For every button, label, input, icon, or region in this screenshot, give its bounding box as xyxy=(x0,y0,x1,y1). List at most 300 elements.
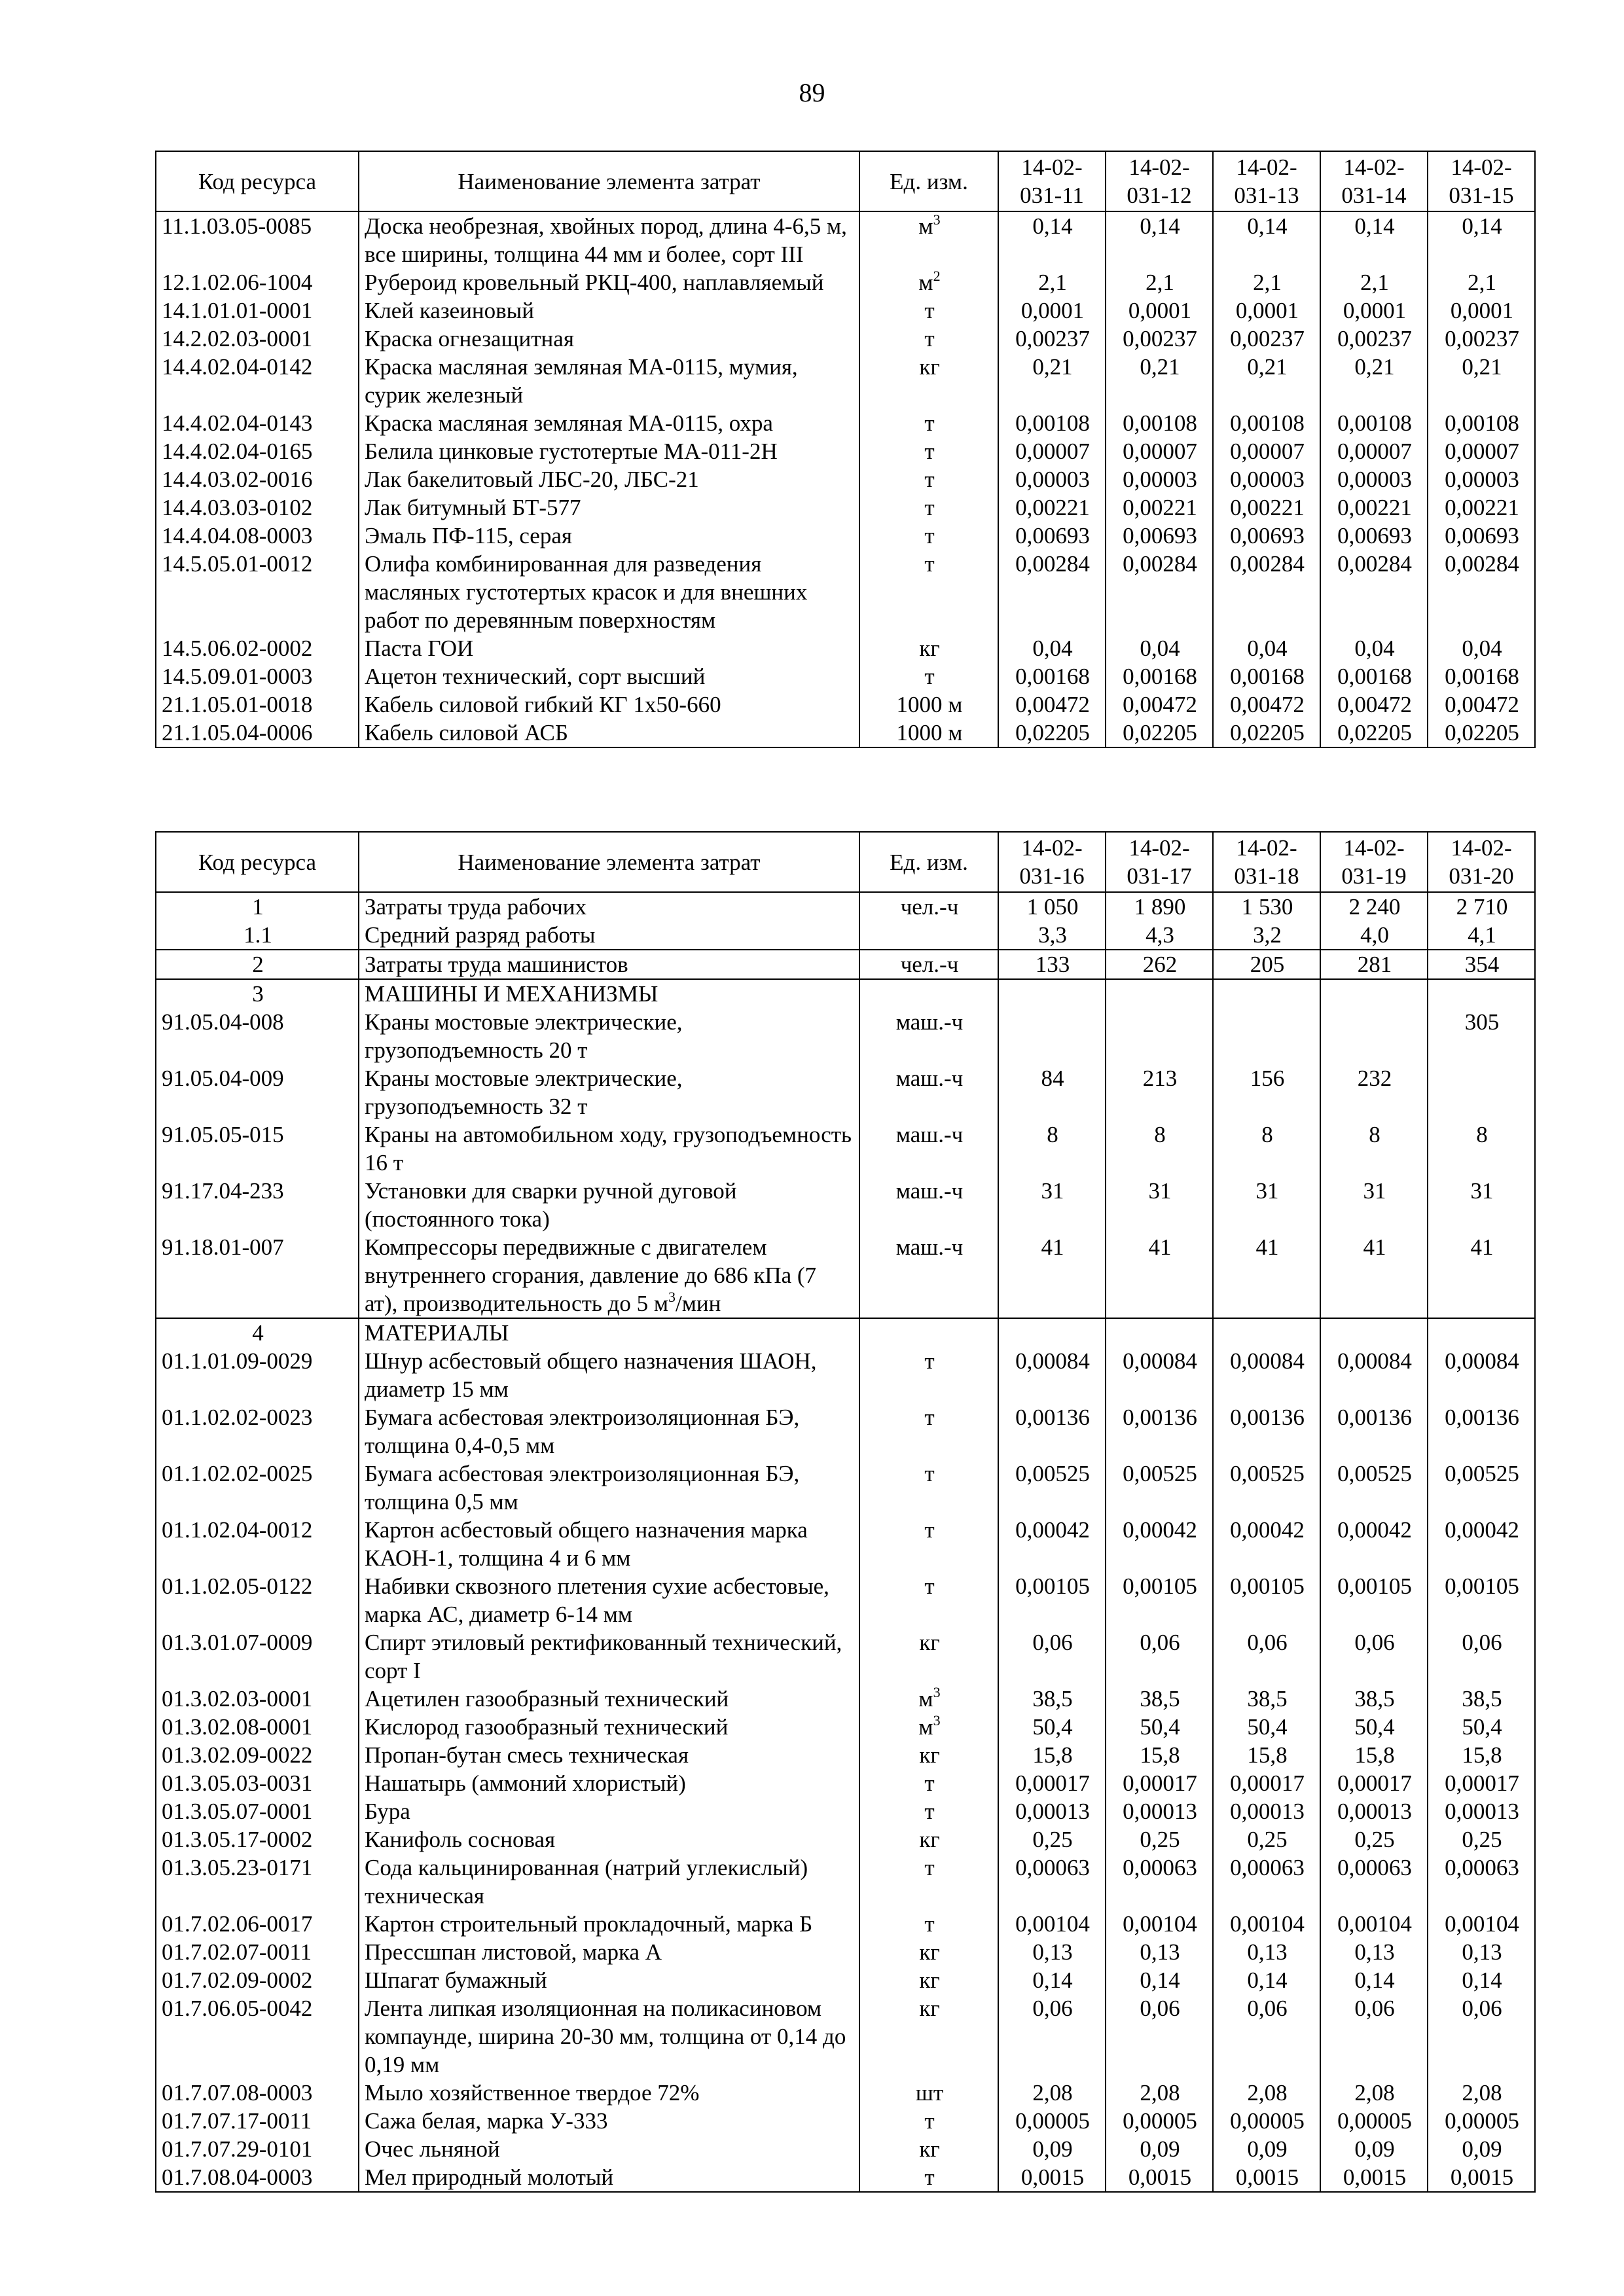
header-norm-code: 14-02-031-16 xyxy=(998,832,1106,892)
norm-value: 232 xyxy=(1320,1064,1428,1121)
norm-value: 15,8 xyxy=(1106,1741,1213,1769)
cost-element-name: МАШИНЫ И МЕХАНИЗМЫ xyxy=(359,979,859,1008)
resource-code: 01.7.07.29-0101 xyxy=(156,2135,359,2163)
norm-value: 0,0001 xyxy=(1320,296,1428,325)
norm-value: 0,06 xyxy=(1428,1628,1535,1685)
table-row xyxy=(156,1403,1535,1460)
norm-value: 0,00003 xyxy=(1320,465,1428,493)
norm-value: 0,00017 xyxy=(1213,1769,1320,1797)
table-row xyxy=(156,1572,1535,1628)
resource-code: 91.05.04-008 xyxy=(156,1008,359,1064)
unit-of-measure xyxy=(859,979,998,1008)
norm-value: 0,09 xyxy=(1106,2135,1213,2163)
norm-value: 0,00084 xyxy=(1213,1347,1320,1403)
norm-value: 0,00108 xyxy=(1213,409,1320,437)
norm-value: 0,00104 xyxy=(1106,1910,1213,1938)
resource-code: 14.5.06.02-0002 xyxy=(156,634,359,662)
table-row xyxy=(156,1177,1535,1233)
unit-of-measure: кг xyxy=(859,1628,998,1685)
norm-value: 0,00084 xyxy=(1428,1347,1535,1403)
norm-value: 0,00237 xyxy=(998,325,1106,353)
cost-element-name: Шпагат бумажный xyxy=(359,1966,859,1994)
cost-element-name: Краны мостовые электрические, грузоподъемность 32 т xyxy=(359,1064,859,1121)
unit-of-measure: кг xyxy=(859,2135,998,2163)
norm-value: 0,00005 xyxy=(998,2107,1106,2135)
cost-element-name: Очес льняной xyxy=(359,2135,859,2163)
resource-code: 01.1.02.02-0025 xyxy=(156,1460,359,1516)
cost-element-name: Рубероид кровельный РКЦ-400, наплавляемый xyxy=(359,268,859,296)
unit-of-measure: кг xyxy=(859,1966,998,1994)
norm-value xyxy=(1213,1318,1320,1347)
norm-value: 1 050 xyxy=(998,892,1106,921)
resource-code: 91.05.05-015 xyxy=(156,1121,359,1177)
norm-value: 41 xyxy=(1106,1233,1213,1318)
norm-value: 0,00005 xyxy=(1213,2107,1320,2135)
norm-value: 0,00013 xyxy=(1428,1797,1535,1825)
norm-value xyxy=(1213,1008,1320,1064)
norm-value: 31 xyxy=(1106,1177,1213,1233)
unit-of-measure: т xyxy=(859,1572,998,1628)
resource-code: 01.1.02.04-0012 xyxy=(156,1516,359,1572)
header-norm-code: 14-02-031-14 xyxy=(1320,151,1428,211)
table-row xyxy=(156,465,1535,493)
norm-value: 0,00525 xyxy=(1106,1460,1213,1516)
norm-value: 0,00105 xyxy=(1106,1572,1213,1628)
norm-value: 0,14 xyxy=(1106,1966,1213,1994)
resource-code: 01.1.01.09-0029 xyxy=(156,1347,359,1403)
resource-code: 01.3.02.09-0022 xyxy=(156,1741,359,1769)
resource-code: 14.4.03.03-0102 xyxy=(156,493,359,522)
cost-element-name: Сода кальцинированная (натрий углекислый) техническая xyxy=(359,1854,859,1910)
norm-value xyxy=(998,1008,1106,1064)
norm-value: 0,00168 xyxy=(1106,662,1213,691)
resource-code: 01.7.02.09-0002 xyxy=(156,1966,359,1994)
resource-code: 01.1.02.02-0023 xyxy=(156,1403,359,1460)
norm-value: 0,00237 xyxy=(1213,325,1320,353)
norm-value: 0,02205 xyxy=(1213,719,1320,747)
resource-code: 01.3.05.07-0001 xyxy=(156,1797,359,1825)
cost-element-name: Средний разряд работы xyxy=(359,921,859,950)
norm-value: 2,08 xyxy=(1320,2079,1428,2107)
resource-code: 91.17.04-233 xyxy=(156,1177,359,1233)
norm-value: 0,0015 xyxy=(1428,2163,1535,2192)
header-resource-code: Код ресурса xyxy=(156,151,359,211)
norm-value: 0,00221 xyxy=(1106,493,1213,522)
norm-value: 0,00472 xyxy=(1320,691,1428,719)
norm-value: 0,00084 xyxy=(998,1347,1106,1403)
norm-value: 0,00221 xyxy=(1428,493,1535,522)
table-row xyxy=(156,437,1535,465)
norm-value: 1 890 xyxy=(1106,892,1213,921)
resource-code: 14.4.02.04-0143 xyxy=(156,409,359,437)
table-row xyxy=(156,1994,1535,2079)
resource-code: 91.05.04-009 xyxy=(156,1064,359,1121)
norm-value: 50,4 xyxy=(1213,1713,1320,1741)
norm-value: 0,09 xyxy=(1428,2135,1535,2163)
unit-of-measure: $м^3$ xyxy=(859,1713,998,1741)
unit-of-measure: т xyxy=(859,1769,998,1797)
unit-of-measure: маш.-ч xyxy=(859,1064,998,1121)
norm-value: 213 xyxy=(1106,1064,1213,1121)
unit-of-measure: т xyxy=(859,1516,998,1572)
norm-value: 0,02205 xyxy=(998,719,1106,747)
norm-value: 8 xyxy=(1106,1121,1213,1177)
resource-code: 01.3.01.07-0009 xyxy=(156,1628,359,1685)
norm-value: 0,00284 xyxy=(1428,550,1535,634)
resource-code: 12.1.02.06-1004 xyxy=(156,268,359,296)
resource-code: 2 xyxy=(156,950,359,979)
unit-of-measure: т xyxy=(859,1797,998,1825)
table-row xyxy=(156,892,1535,921)
norm-value: 0,04 xyxy=(998,634,1106,662)
norm-value: 31 xyxy=(1320,1177,1428,1233)
norm-value: 8 xyxy=(1213,1121,1320,1177)
resource-code: 21.1.05.04-0006 xyxy=(156,719,359,747)
norm-value: 0,14 xyxy=(1320,1966,1428,1994)
norm-value xyxy=(1320,1318,1428,1347)
unit-of-measure: т xyxy=(859,550,998,634)
table-row xyxy=(156,1121,1535,1177)
norm-value xyxy=(998,979,1106,1008)
norm-value: 0,00108 xyxy=(998,409,1106,437)
resource-code: 01.7.08.04-0003 xyxy=(156,2163,359,2192)
norm-value: 0,00168 xyxy=(1428,662,1535,691)
norm-value: 0,00104 xyxy=(998,1910,1106,1938)
cost-element-name: Лента липкая изоляционная на поликасиновом компаунде, ширина 20-30 мм, толщина от 0,14 до 0,19 мм xyxy=(359,1994,859,2079)
table-row xyxy=(156,522,1535,550)
norm-value: 0,06 xyxy=(1213,1628,1320,1685)
norm-value: 0,14 xyxy=(998,1966,1106,1994)
norm-value: 0,06 xyxy=(1320,1994,1428,2079)
table-row xyxy=(156,2135,1535,2163)
norm-value: 0,25 xyxy=(1106,1825,1213,1854)
norm-value: 4,1 xyxy=(1428,921,1535,950)
header-resource-code: Код ресурса xyxy=(156,832,359,892)
norm-value: 0,00003 xyxy=(1213,465,1320,493)
norm-value: 50,4 xyxy=(998,1713,1106,1741)
norm-value: 2 710 xyxy=(1428,892,1535,921)
table-row xyxy=(156,719,1535,747)
norm-value: 0,00136 xyxy=(1213,1403,1320,1460)
norm-value: 0,00007 xyxy=(1106,437,1213,465)
norm-value: 0,00042 xyxy=(1320,1516,1428,1572)
resource-code: 01.3.05.23-0171 xyxy=(156,1854,359,1910)
norm-value: 0,00013 xyxy=(1106,1797,1213,1825)
resource-code: 3 xyxy=(156,979,359,1008)
norm-value: 0,21 xyxy=(998,353,1106,409)
header-norm-code: 14-02-031-15 xyxy=(1428,151,1535,211)
unit-of-measure: т xyxy=(859,662,998,691)
norm-value: 0,21 xyxy=(1428,353,1535,409)
norm-value: 305 xyxy=(1428,1008,1535,1064)
unit-of-measure: т xyxy=(859,437,998,465)
table-row xyxy=(156,1685,1535,1713)
header-unit: Ед. изм. xyxy=(859,832,998,892)
norm-value: 0,00013 xyxy=(1320,1797,1428,1825)
unit-of-measure: т xyxy=(859,1854,998,1910)
norm-value: 0,14 xyxy=(998,211,1106,268)
norm-value: 0,13 xyxy=(1213,1938,1320,1966)
norm-value xyxy=(1213,979,1320,1008)
table-row xyxy=(156,1713,1535,1741)
norm-value: 0,00108 xyxy=(1320,409,1428,437)
norm-value: 0,00104 xyxy=(1213,1910,1320,1938)
resource-code: 01.7.07.17-0011 xyxy=(156,2107,359,2135)
cost-element-name: Ацетон технический, сорт высший xyxy=(359,662,859,691)
norm-value: 0,04 xyxy=(1320,634,1428,662)
norm-value: 0,00525 xyxy=(998,1460,1106,1516)
norm-value: 205 xyxy=(1213,950,1320,979)
norm-value: 0,00136 xyxy=(998,1403,1106,1460)
norm-value: 0,00525 xyxy=(1428,1460,1535,1516)
norm-value: 0,00284 xyxy=(1320,550,1428,634)
cost-element-name: Олифа комбинированная для разведения масляных густотертых красок и для внешних работ по деревянным поверхностям xyxy=(359,550,859,634)
resource-code: 14.1.01.01-0001 xyxy=(156,296,359,325)
table-row xyxy=(156,1966,1535,1994)
norm-value: 0,00084 xyxy=(1320,1347,1428,1403)
norm-value: 0,00693 xyxy=(1106,522,1213,550)
cost-element-name: Краны мостовые электрические, грузоподъемность 20 т xyxy=(359,1008,859,1064)
norm-value: 4,3 xyxy=(1106,921,1213,950)
norm-value: 3,2 xyxy=(1213,921,1320,950)
table-row xyxy=(156,1233,1535,1318)
table-body xyxy=(156,211,1535,747)
resource-code: 21.1.05.01-0018 xyxy=(156,691,359,719)
cost-element-name: Лак битумный БТ-577 xyxy=(359,493,859,522)
norm-value: 0,00003 xyxy=(1428,465,1535,493)
norm-value: 0,14 xyxy=(1428,1966,1535,1994)
norm-value: 0,00168 xyxy=(1320,662,1428,691)
norm-value: 50,4 xyxy=(1428,1713,1535,1741)
norm-value: 0,0001 xyxy=(1106,296,1213,325)
norm-value: 0,04 xyxy=(1213,634,1320,662)
norm-value: 0,06 xyxy=(998,1994,1106,2079)
norm-value: 0,00007 xyxy=(1428,437,1535,465)
norm-value: 50,4 xyxy=(1106,1713,1213,1741)
resource-table-031-11-to-15 xyxy=(155,151,1536,748)
norm-value: 0,00105 xyxy=(1320,1572,1428,1628)
table-row xyxy=(156,1628,1535,1685)
norm-value xyxy=(1428,1064,1535,1121)
unit-of-measure: $м^3$ xyxy=(859,211,998,268)
resource-code: 1.1 xyxy=(156,921,359,950)
cost-element-name: Кабель силовой гибкий КГ 1х50-660 xyxy=(359,691,859,719)
norm-value: 2,08 xyxy=(1106,2079,1213,2107)
unit-of-measure: кг xyxy=(859,1994,998,2079)
norm-value: 0,04 xyxy=(1106,634,1213,662)
table-row xyxy=(156,1741,1535,1769)
norm-value: 38,5 xyxy=(1320,1685,1428,1713)
norm-value: 50,4 xyxy=(1320,1713,1428,1741)
norm-value xyxy=(1106,1008,1213,1064)
norm-value: 2,1 xyxy=(1428,268,1535,296)
norm-value: 8 xyxy=(998,1121,1106,1177)
table-row xyxy=(156,1460,1535,1516)
norm-value: 0,00693 xyxy=(998,522,1106,550)
cost-element-name: Набивки сквозного плетения сухие асбестовые, марка АС, диаметр 6-14 мм xyxy=(359,1572,859,1628)
unit-of-measure: т xyxy=(859,522,998,550)
norm-value: 0,0001 xyxy=(1428,296,1535,325)
table-row xyxy=(156,1064,1535,1121)
norm-value: 0,06 xyxy=(1428,1994,1535,2079)
norm-value: 0,14 xyxy=(1106,211,1213,268)
cost-element-name: Краны на автомобильном ходу, грузоподъемность 16 т xyxy=(359,1121,859,1177)
norm-value: 0,00237 xyxy=(1106,325,1213,353)
table-row xyxy=(156,325,1535,353)
norm-value: 0,00007 xyxy=(1320,437,1428,465)
norm-value: 15,8 xyxy=(1320,1741,1428,1769)
table-row xyxy=(156,1825,1535,1854)
table-row xyxy=(156,211,1535,268)
norm-value: 0,00003 xyxy=(998,465,1106,493)
norm-value: 0,00108 xyxy=(1428,409,1535,437)
table-row xyxy=(156,550,1535,634)
norm-value: 0,00005 xyxy=(1428,2107,1535,2135)
norm-value: 0,0015 xyxy=(1320,2163,1428,2192)
norm-value: 0,00007 xyxy=(998,437,1106,465)
unit-of-measure: $м^3$ xyxy=(859,1685,998,1713)
norm-value xyxy=(1320,979,1428,1008)
norm-value: 8 xyxy=(1428,1121,1535,1177)
norm-value: 0,00105 xyxy=(1213,1572,1320,1628)
resource-code: 01.3.02.03-0001 xyxy=(156,1685,359,1713)
norm-value: 0,00105 xyxy=(1428,1572,1535,1628)
norm-value: 0,14 xyxy=(1213,211,1320,268)
table-row xyxy=(156,662,1535,691)
unit-of-measure: т xyxy=(859,409,998,437)
cost-element-name: Краска масляная земляная МА-0115, охра xyxy=(359,409,859,437)
norm-value: 0,09 xyxy=(1213,2135,1320,2163)
norm-value: 0,00284 xyxy=(998,550,1106,634)
resource-code: 11.1.03.05-0085 xyxy=(156,211,359,268)
norm-value: 156 xyxy=(1213,1064,1320,1121)
norm-value: 0,00472 xyxy=(1428,691,1535,719)
norm-value: 0,00063 xyxy=(1320,1854,1428,1910)
norm-value xyxy=(1320,1008,1428,1064)
resource-code: 01.3.02.08-0001 xyxy=(156,1713,359,1741)
norm-value: 0,00168 xyxy=(1213,662,1320,691)
cost-element-name: Канифоль сосновая xyxy=(359,1825,859,1854)
header-norm-code: 14-02-031-11 xyxy=(998,151,1106,211)
norm-value: 38,5 xyxy=(1106,1685,1213,1713)
norm-value: 0,00136 xyxy=(1320,1403,1428,1460)
resource-code: 4 xyxy=(156,1318,359,1347)
norm-value xyxy=(1428,1318,1535,1347)
table-body xyxy=(156,892,1535,2192)
unit-of-measure: т xyxy=(859,2163,998,2192)
unit-of-measure: т xyxy=(859,325,998,353)
norm-value xyxy=(1106,979,1213,1008)
norm-value: 41 xyxy=(1428,1233,1535,1318)
norm-value: 0,00017 xyxy=(1320,1769,1428,1797)
unit-of-measure: 1000 м xyxy=(859,691,998,719)
norm-value: 2 240 xyxy=(1320,892,1428,921)
norm-value: 0,25 xyxy=(1320,1825,1428,1854)
header-norm-code: 14-02-031-19 xyxy=(1320,832,1428,892)
unit-of-measure: кг xyxy=(859,1741,998,1769)
cost-element-name: Кислород газообразный технический xyxy=(359,1713,859,1741)
norm-value xyxy=(1428,979,1535,1008)
cost-element-name: Затраты труда машинистов xyxy=(359,950,859,979)
cost-element-name: Эмаль ПФ-115, серая xyxy=(359,522,859,550)
norm-value: 0,00005 xyxy=(1320,2107,1428,2135)
norm-value: 41 xyxy=(1320,1233,1428,1318)
norm-value: 0,09 xyxy=(1320,2135,1428,2163)
unit-of-measure: т xyxy=(859,1403,998,1460)
norm-value: 0,0015 xyxy=(1213,2163,1320,2192)
norm-value: 2,08 xyxy=(1213,2079,1320,2107)
norm-value: 2,08 xyxy=(1428,2079,1535,2107)
resource-code: 01.7.06.05-0042 xyxy=(156,1994,359,2079)
table-row xyxy=(156,1008,1535,1064)
norm-value: 0,14 xyxy=(1428,211,1535,268)
resource-code: 14.5.05.01-0012 xyxy=(156,550,359,634)
norm-value: 0,02205 xyxy=(1320,719,1428,747)
unit-of-measure: 1000 м xyxy=(859,719,998,747)
cost-element-name: Бумага асбестовая электроизоляционная БЭ, толщина 0,4-0,5 мм xyxy=(359,1403,859,1460)
norm-value: 0,0015 xyxy=(998,2163,1106,2192)
cost-element-name: Паста ГОИ xyxy=(359,634,859,662)
norm-value: 31 xyxy=(1428,1177,1535,1233)
table-row xyxy=(156,1318,1535,1347)
header-norm-code: 14-02-031-12 xyxy=(1106,151,1213,211)
norm-value: 0,21 xyxy=(1213,353,1320,409)
norm-value: 0,00017 xyxy=(998,1769,1106,1797)
norm-value: 0,04 xyxy=(1428,634,1535,662)
unit-of-measure: маш.-ч xyxy=(859,1121,998,1177)
table-row xyxy=(156,493,1535,522)
norm-value: 41 xyxy=(1213,1233,1320,1318)
resource-code: 14.4.02.04-0165 xyxy=(156,437,359,465)
norm-value: 0,02205 xyxy=(1428,719,1535,747)
norm-value: 0,00237 xyxy=(1320,325,1428,353)
unit-of-measure: $м^2$ xyxy=(859,268,998,296)
norm-value: 0,06 xyxy=(1213,1994,1320,2079)
norm-value: 0,00063 xyxy=(1213,1854,1320,1910)
cost-element-name: Картон асбестовый общего назначения марка КАОН-1, толщина 4 и 6 мм xyxy=(359,1516,859,1572)
norm-value: 0,00108 xyxy=(1106,409,1213,437)
norm-value: 0,0015 xyxy=(1106,2163,1213,2192)
cost-element-name: Установки для сварки ручной дуговой (постоянного тока) xyxy=(359,1177,859,1233)
norm-value: 0,14 xyxy=(1213,1966,1320,1994)
norm-value: 0,00104 xyxy=(1320,1910,1428,1938)
resource-code: 14.4.02.04-0142 xyxy=(156,353,359,409)
unit-of-measure: маш.-ч xyxy=(859,1008,998,1064)
norm-value: 354 xyxy=(1428,950,1535,979)
norm-value: 0,21 xyxy=(1320,353,1428,409)
unit-of-measure: т xyxy=(859,1910,998,1938)
cost-element-name: Затраты труда рабочих xyxy=(359,892,859,921)
table-row xyxy=(156,634,1535,662)
cost-element-name: Мыло хозяйственное твердое 72% xyxy=(359,2079,859,2107)
cost-element-name: Прессшпан листовой, марка А xyxy=(359,1938,859,1966)
cost-element-name: Краска огнезащитная xyxy=(359,325,859,353)
norm-value: 0,13 xyxy=(998,1938,1106,1966)
table-row xyxy=(156,1938,1535,1966)
table-row xyxy=(156,2163,1535,2192)
cost-element-name: Клей казеиновый xyxy=(359,296,859,325)
norm-value: 38,5 xyxy=(1428,1685,1535,1713)
header-norm-code: 14-02-031-17 xyxy=(1106,832,1213,892)
norm-value: 281 xyxy=(1320,950,1428,979)
unit-of-measure: т xyxy=(859,1347,998,1403)
header-cost-element-name: Наименование элемента затрат xyxy=(359,832,859,892)
table-row xyxy=(156,1347,1535,1403)
unit-of-measure: кг xyxy=(859,353,998,409)
norm-value: 0,00237 xyxy=(1428,325,1535,353)
norm-value: 15,8 xyxy=(998,1741,1106,1769)
resource-table-031-16-to-20 xyxy=(155,831,1536,2193)
